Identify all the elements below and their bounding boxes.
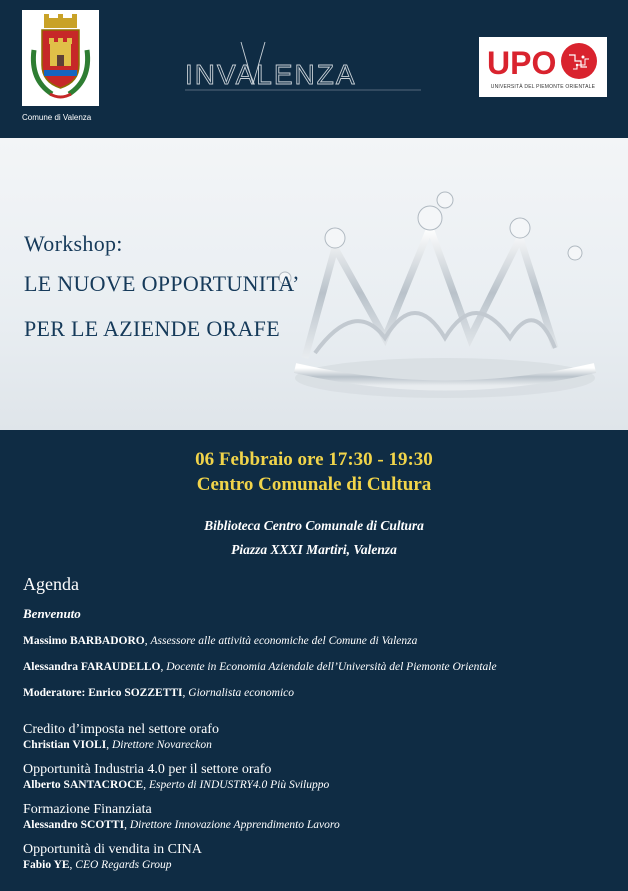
topic-title: Credito d’imposta nel settore orafo [23,722,219,737]
topic-speaker-name: Alberto SANTACROCE [23,779,144,791]
upo-text: UPO [487,45,557,81]
speaker-role: Giornalista economico [188,687,294,699]
speaker-row: Massimo BARBADORO, Assessore alle attività economiche del Comune di Valenza [23,635,418,647]
svg-text:INVALENZA [185,59,357,90]
topic-speaker-role: Direttore Innovazione Apprendimento Lavoro [129,819,340,831]
event-place: Centro Comunale di Cultura [196,474,432,495]
agenda-title: Agenda [23,574,79,594]
venue-line1: Biblioteca Centro Comunale di Cultura [204,518,424,533]
speaker-row: Alessandra FARAUDELLO, Docente in Economia Aziendale dell’Università del Piemonte Orientale [23,661,497,673]
workshop-label: Workshop: [24,231,123,256]
upo-logo [479,37,607,97]
crown-image [255,178,628,418]
topic-speaker: Fabio YE, CEO Regards Group [23,859,172,871]
topic-speaker: Alessandro SCOTTI, Direttore Innovazione Apprendimento Lavoro [23,819,340,831]
upo-mark [479,37,607,83]
speaker-name: Massimo BARBADORO [23,635,145,647]
speaker-row: Moderatore: Enrico SOZZETTI, Giornalista economico [23,687,294,699]
agenda-welcome: Benvenuto [23,606,81,621]
topic-title: Formazione Finanziata [23,802,152,817]
topic-title: Opportunità Industria 4.0 per il settore orafo [23,762,272,777]
topic-speaker-role: Esperto di INDUSTRY4.0 Più Sviluppo [148,779,330,791]
speaker-name: Alessandra FARAUDELLO [23,661,161,673]
speaker-name: Moderatore: Enrico SOZZETTI [23,687,183,699]
brand-prefix: IN [185,59,217,90]
invalenza-logo [183,38,423,94]
hero-title-line2: LE NUOVE OPPORTUNITA’ [24,271,300,296]
topic-title: Opportunità di vendita in CINA [23,842,202,857]
comune-coat-of-arms-icon [22,10,99,106]
topic-speaker-role: CEO Regards Group [75,859,172,871]
header-bar [0,0,628,138]
speaker-role: Docente in Economia Aziendale dell’Università del Piemonte Orientale [166,661,497,673]
topic-speaker-name: Christian VIOLI [23,739,107,751]
topic-speaker: Alberto SANTACROCE, Esperto di INDUSTRY4.0 Più Sviluppo [23,779,330,791]
upo-subtitle: UNIVERSITÀ DEL PIEMONTE ORIENTALE [490,84,596,90]
comune-caption: Comune di Valenza [22,113,92,122]
hero-banner [0,138,628,430]
comune-logo [22,10,99,106]
topic-speaker-name: Alessandro SCOTTI [23,819,125,831]
venue-line2: Piazza XXXI Martiri, Valenza [231,542,397,557]
speaker-role: Assessore alle attività economiche del Comune di Valenza [150,635,418,647]
upo-globe-icon [561,43,597,79]
hero-title-line3: PER LE AZIENDE ORAFE [24,316,280,341]
event-date-time: 06 Febbraio ore 17:30 - 19:30 [195,449,433,470]
topic-speaker-name: Fabio YE [23,859,70,871]
topic-speaker: Christian VIOLI, Direttore Novareckon [23,739,212,751]
brand-main: VALENZA [217,59,357,90]
topic-speaker-role: Direttore Novareckon [111,739,212,751]
